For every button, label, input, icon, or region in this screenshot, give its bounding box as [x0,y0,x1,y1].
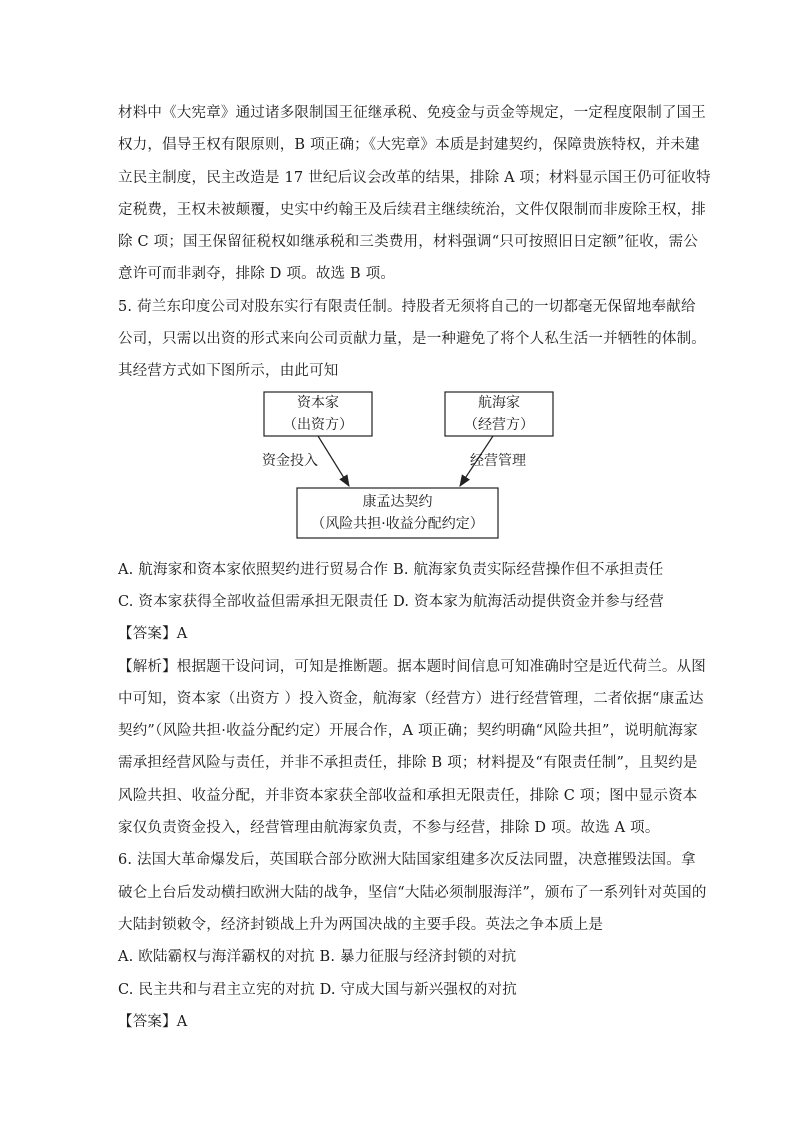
question-stem-line: 公司，只需以出资的形式来向公司贡献力量，是一种避免了将个人私生活一并牺牲的体制。 [118,331,706,348]
text-line: 材料中《大宪章》通过诸多限制国王征继承税、免疫金与贡金等规定，一定程度限制了国王 [118,105,706,121]
document-page [118,97,711,1038]
analysis-line: 需承担经营风险与责任，并非不承担责任，排除 B 项；材料提及“有限责任制”，且契约是 [118,755,698,772]
option-line: A. 航海家和资本家依照契约进行贸易合作 B. 航海家负责实际经营操作但不承担责任 [118,561,664,578]
text-line: 除 C 项；国王保留征税权如继承税和三类费用，材料强调“只可按照旧日定额”征收，需公 [118,234,699,251]
capitalist-box-label [264,392,372,436]
question-5 [118,291,706,845]
analysis-line: 家仅负责资金投入，经营管理由航海家负责，不参与经营，排除 D 项。故选 A 项。 [118,820,660,837]
option-line: C. 资本家获得全部收益但需承担无限责任 D. 资本家为航海活动提供资金并参与经营 [118,593,664,610]
question-stem-line: 大陆封锁敕令，经济封锁战上升为两国决战的主要手段。英法之争本质上是 [118,916,604,933]
analysis-line: 中可知，资本家（出资方 ）投入资金，航海家（经营方）进行经营管理，二者依据“康孟达 [118,690,704,707]
analysis-line: 【解析】根据题干设问词，可知是推断题。据本题时间信息可知准确时空是近代荷兰。从图 [118,658,706,675]
capital-arrow [318,436,349,486]
answer-line: 【答案】A [118,1013,188,1030]
question-stem-line: 5. 荷兰东印度公司对股东实行有限责任制。持股者无须将自己的一切都毫无保留地奉献给 [118,298,696,315]
previous-analysis [118,97,711,291]
text-line: 意许可而非剥夺，排除 D 项。故选 B 项。 [118,266,396,283]
answer-line: 【答案】A [118,626,188,643]
navigator-role: （经营方） [464,416,534,433]
question-stem-line: 破仑上台后发动横扫欧洲大陆的战争，坚信“大陆必须制服海洋”，颁布了一系列针对英国的 [118,884,707,901]
capitalist-title: 资本家 [297,394,339,411]
question-stem-line: 6. 法国大革命爆发后，英国联合部分欧洲大陆国家组建多次反法同盟，决意摧毁法国。拿 [118,852,696,869]
contract-box-label [297,491,498,535]
contract-terms: （风险共担·收益分配约定） [311,515,484,532]
text-line: 权力，倡导王权有限原则，B 项正确；《大宪章》本质是封建契约，保障贵族特权，并未建 [118,137,700,154]
question-stem-line: 其经营方式如下图所示，由此可知 [118,363,339,380]
contract-title: 康孟达契约 [362,493,433,510]
text-line: 立民主制度，民主改造是 17 世纪后议会改革的结果，排除 A 项；材料显示国王仍可征收特 [118,169,711,186]
navigator-box-label [445,392,553,436]
commenda-diagram [118,390,678,550]
option-line: A. 欧陆霸权与海洋霸权的对抗 B. 暴力征服与经济封锁的对抗 [118,949,517,966]
text-line: 定税费，王权未被颠覆，史实中约翰王及后续君主继续统治，文件仅限制而非废除王权，排 [118,201,706,218]
management-arrow-label: 经营管理 [470,452,526,469]
analysis-line: 契约”（风险共担·收益分配约定）开展合作，A 项正确；契约明确“风险共担”，说明航海家 [118,723,698,740]
capitalist-role: （出资方） [283,416,353,433]
navigator-title: 航海家 [478,394,520,411]
option-line: C. 民主共和与君主立宪的对抗 D. 守成大国与新兴强权的对抗 [118,981,517,998]
question-6 [118,844,707,1038]
analysis-line: 风险共担、收益分配，并非资本家获全部收益和承担无限责任，排除 C 项；图中显示资本 [118,787,698,804]
capital-arrow-label: 资金投入 [262,452,318,469]
